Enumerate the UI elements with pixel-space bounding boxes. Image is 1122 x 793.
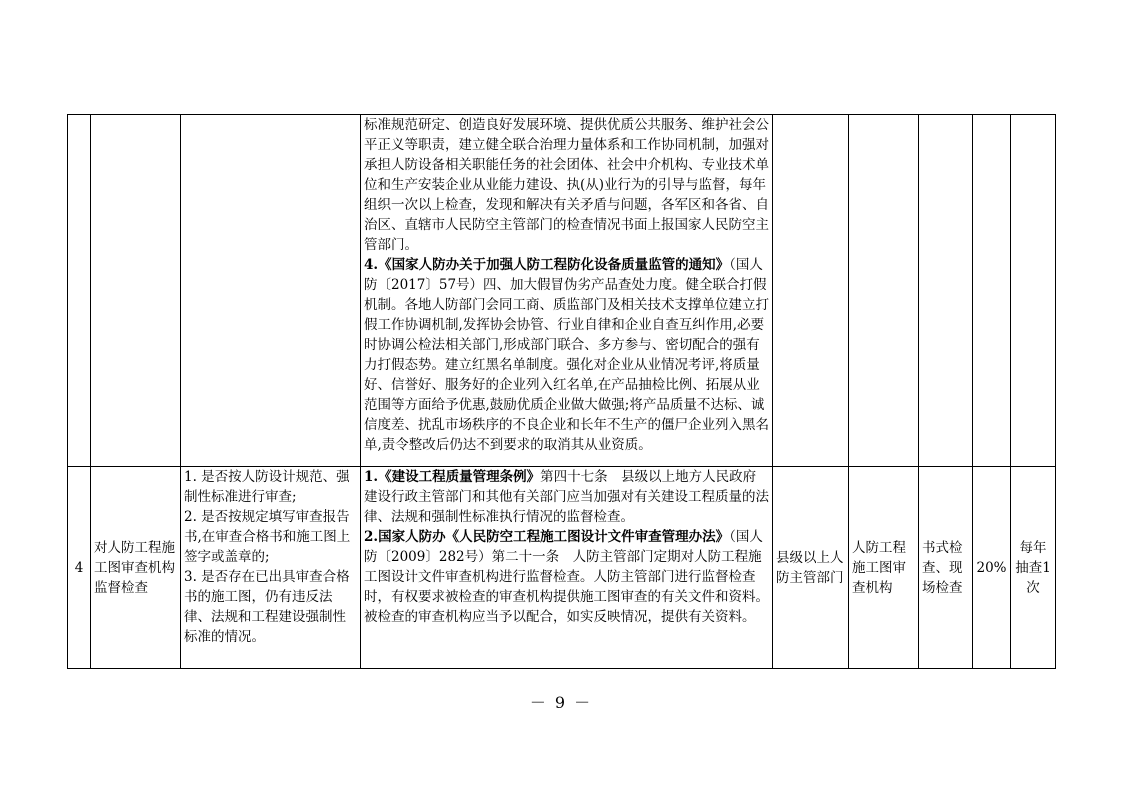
row-number-cell [68, 115, 91, 467]
legal-basis-cell [361, 467, 773, 669]
inspection-object-cell: 人防工程施工图审查机构 [849, 467, 919, 669]
inspection-item-cell: 对人防工程施工图审查机构监督检查 [91, 467, 181, 669]
inspection-subject-cell: 县级以上人防主管部门 [773, 467, 849, 669]
inspection-frequency-cell: 每年抽查1次 [1011, 467, 1056, 669]
basis-paragraph: 4.《国家人防办关于加强人防工程防化设备质量监管的通知》（国人防〔2017〕57号）四、加大假冒伪劣产品查处力度。健全联合打假机制。各地人防部门会同工商、质监部门及相关技术支撑单位建立打假工作协调机制,发挥协会协管、行业自律和企业自查互纠作用,必要时协调公检法相关部门,形成部门联合、多方参与、密切配合的强有力打假态势。建立红黑名单制度。强化对企业从业情况考评,将质量好、信誉好、服务好的企业列入红名单,在产品抽检比例、拓展从业范围等方面给予优惠,鼓励优质企业做大做强;将产品质量不达标、诚信度差、扰乱市场秩序的不良企业和长年不生产的僵尸企业列入黑名单,责令整改后仍达不到要求的取消其从业资质。 [364, 257, 769, 453]
inspection-method-cell: 书式检查、现场检查 [919, 467, 973, 669]
inspection-frequency-cell [1011, 115, 1056, 467]
content-point: 1. 是否按人防设计规范、强制性标准进行审查; [184, 469, 350, 505]
table-row [68, 467, 1056, 669]
basis-paragraph: 2.国家人防办《人民防空工程施工图设计文件审查管理办法》（国人防〔2009〕282号）第二十一条 人防主管部门定期对人防工程施工图设计文件审查机构进行监督检查。人防主管部门进行监督检查时，有权要求被检查的审查机构提供施工图审查的有关文件和资料。被检查的审查机构应当予以配合，如实反映情况，提供有关资料。 [364, 529, 769, 625]
inspection-object-cell [849, 115, 919, 467]
inspection-ratio-cell [973, 115, 1011, 467]
inspection-subject-cell [773, 115, 849, 467]
content-point: 3. 是否存在已出具审查合格书的施工图，仍有违反法律、法规和工程建设强制性标准的情况。 [184, 569, 350, 645]
page-number: － 9 － [529, 693, 593, 712]
inspection-content-cell [181, 467, 361, 669]
inspection-ratio-cell: 20% [973, 467, 1011, 669]
row-number-cell: 4 [68, 467, 91, 669]
legal-basis-cell [361, 115, 773, 467]
basis-paragraph: 1.《建设工程质量管理条例》第四十七条 县级以上地方人民政府建设行政主管部门和其他有关部门应当加强对有关建设工程质量的法律、法规和强制性标准执行情况的监督检查。 [364, 469, 769, 525]
inspection-item-cell [91, 115, 181, 467]
basis-paragraph: 标准规范研定、创造良好发展环境、提供优质公共服务、维护社会公平正义等职责，建立健全联合治理力量体系和工作协同机制，加强对承担人防设备相关职能任务的社会团体、社会中介机构、专业技术单位和生产安装企业从业能力建设、执(从)业行为的引导与监督，每年组织一次以上检查，发现和解决有关矛盾与问题，各军区和各省、自治区、直辖市人民防空主管部门的检查情况书面上报国家人民防空主管部门。 [364, 117, 769, 253]
inspection-method-cell [919, 115, 973, 467]
inspection-table [67, 114, 1056, 669]
table-row [68, 115, 1056, 467]
inspection-content-cell [181, 115, 361, 467]
content-point: 2. 是否按规定填写审查报告书,在审查合格书和施工图上签字或盖章的; [184, 509, 351, 565]
